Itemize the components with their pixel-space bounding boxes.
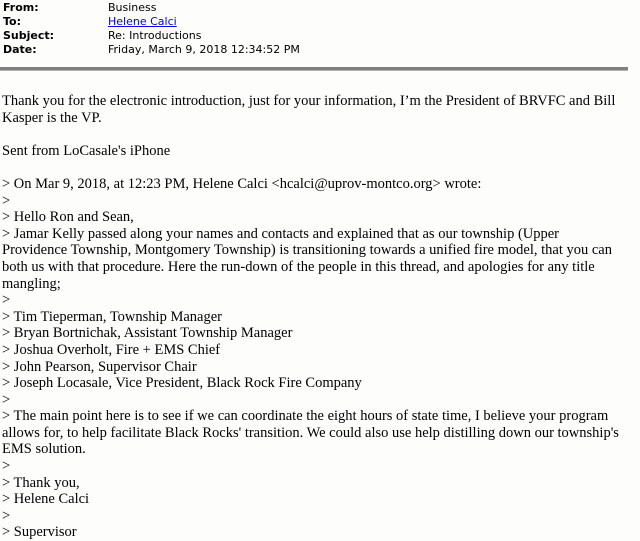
date-label: Date: — [3, 43, 37, 56]
quoted-line: > The main point here is to see if we can coordinate the eight hours of state time, I believe your program allows for, to help facilitate Black Rocks' transition. We could also use help distilling down our township's EMS solution. — [2, 408, 619, 458]
quoted-line: > On Mar 9, 2018, at 12:23 PM, Helene Calci <hcalci@uprov-montco.org> wrote: — [2, 175, 482, 192]
quoted-line: > — [2, 391, 11, 408]
quoted-line: > Joshua Overholt, Fire + EMS Chief — [2, 341, 221, 358]
quoted-line: > John Pearson, Supervisor Chair — [2, 358, 197, 375]
to-recipient-link[interactable]: Helene Calci — [108, 15, 177, 28]
reply-text: Thank you for the electronic introduction, just for your information, I’m the President of BRVFC and Bill Kasper is the VP. — [2, 93, 616, 126]
quoted-line: > Joseph Locasale, Vice President, Black Rock Fire Company — [2, 375, 362, 392]
signature: Sent from LoCasale's iPhone — [2, 142, 171, 159]
quoted-message — [2, 176, 627, 541]
from-label: From: — [3, 1, 39, 14]
quoted-line: > Jamar Kelly passed along your names and contacts and explained that as our township (Upper Providence Township, Montgomery Township) is transitioning towards a unified fire model, that you can both us with that procedure. Here the run-down of the people in this thread, and apologies for any title mangling; — [2, 225, 612, 292]
quoted-line: > — [2, 507, 11, 524]
from-value: Business — [108, 1, 157, 14]
quoted-line: > Helene Calci — [2, 491, 90, 508]
to-label: To: — [3, 15, 21, 28]
date-value: Friday, March 9, 2018 12:34:52 PM — [108, 43, 300, 56]
quoted-line: > — [2, 292, 11, 309]
quoted-line: > — [2, 192, 11, 209]
email-body — [2, 93, 627, 541]
quoted-line: > Supervisor — [2, 524, 77, 541]
quoted-line: > — [2, 458, 11, 475]
header-divider — [0, 67, 628, 71]
quoted-line: > Tim Tieperman, Township Manager — [2, 308, 222, 325]
quoted-line: > Bryan Bortnichak, Assistant Township Manager — [2, 325, 293, 342]
subject-label: Subject: — [3, 29, 55, 42]
quoted-line: > Thank you, — [2, 474, 80, 491]
subject-value: Re: Introductions — [108, 29, 202, 42]
quoted-line: > Hello Ron and Sean, — [2, 209, 134, 226]
